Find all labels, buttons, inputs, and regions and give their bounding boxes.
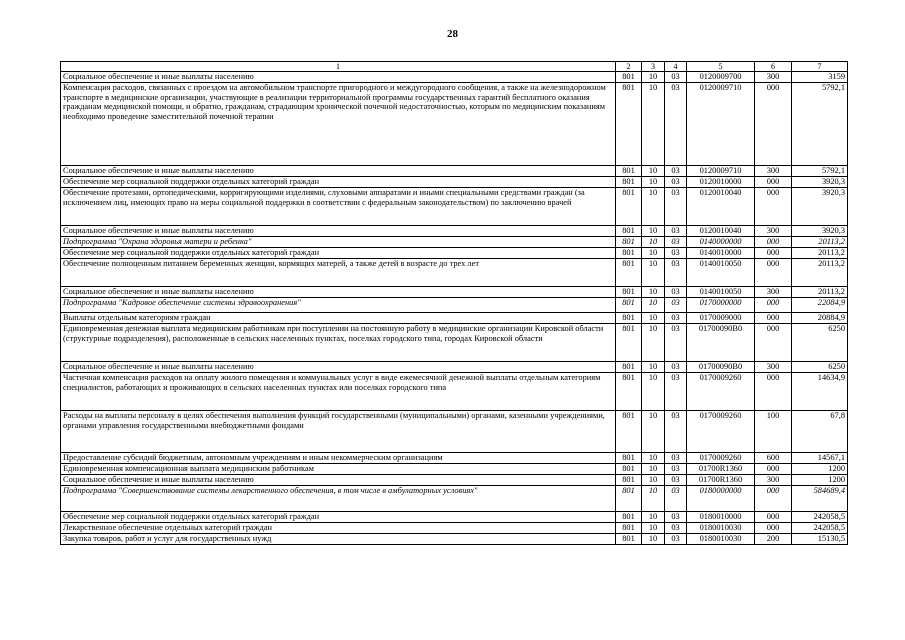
ministry-code-cell: 801 [616,298,642,313]
subsection-code-cell: 03 [665,72,687,83]
item-name-cell: Социальное обеспечение и иные выплаты населению [61,166,616,177]
target-article-cell: 0140010050 [687,287,755,298]
subsection-code-cell: 03 [665,166,687,177]
subsection-code-cell: 03 [665,226,687,237]
target-article-cell: 01700090В0 [687,324,755,362]
expense-type-cell: 000 [755,313,792,324]
target-article-cell: 0180000000 [687,486,755,512]
item-name-cell: Единовременная компенсационная выплата медицинским работникам [61,464,616,475]
budget-table [60,61,848,545]
ministry-code-cell: 801 [616,237,642,248]
table-row [61,166,848,177]
table-row [61,287,848,298]
amount-cell: 20113,2 [792,237,848,248]
column-number-cell: 4 [665,62,687,72]
expense-type-cell: 000 [755,237,792,248]
table-row [61,83,848,166]
ministry-code-cell: 801 [616,72,642,83]
target-article-cell: 0120009710 [687,83,755,166]
expense-type-cell: 300 [755,475,792,486]
table-row [61,534,848,545]
target-article-cell: 01700090В0 [687,362,755,373]
section-code-cell: 10 [642,259,665,287]
item-name-cell: Обеспечение мер социальной поддержки отдельных категорий граждан [61,248,616,259]
target-article-cell: 0170009260 [687,373,755,411]
table-row [61,226,848,237]
amount-cell: 1200 [792,464,848,475]
table-row [61,512,848,523]
subsection-code-cell: 03 [665,475,687,486]
expense-type-cell: 200 [755,534,792,545]
target-article-cell: 0140010000 [687,248,755,259]
expense-type-cell: 000 [755,259,792,287]
item-name-cell: Социальное обеспечение и иные выплаты населению [61,72,616,83]
table-row [61,313,848,324]
expense-type-cell: 000 [755,523,792,534]
section-code-cell: 10 [642,373,665,411]
section-code-cell: 10 [642,411,665,453]
subsection-code-cell: 03 [665,373,687,411]
section-code-cell: 10 [642,534,665,545]
column-number-cell: 7 [792,62,848,72]
section-code-cell: 10 [642,475,665,486]
amount-cell: 20113,2 [792,287,848,298]
subsection-code-cell: 03 [665,486,687,512]
column-number-cell: 2 [616,62,642,72]
ministry-code-cell: 801 [616,486,642,512]
subsection-code-cell: 03 [665,464,687,475]
subsection-code-cell: 03 [665,298,687,313]
table-row [61,248,848,259]
subsection-code-cell: 03 [665,324,687,362]
amount-cell: 3920,3 [792,226,848,237]
expense-type-cell: 300 [755,166,792,177]
subsection-code-cell: 03 [665,512,687,523]
subsection-code-cell: 03 [665,259,687,287]
item-name-cell: Обеспечение протезами, ортопедическими, корригирующими изделиями, слуховыми аппаратами и иными специальными средствами граждан (за исключением лиц, имеющих право на меры социальной поддержки в соответствии с федеральным законодательством) по заключению врачей [61,188,616,226]
ministry-code-cell: 801 [616,259,642,287]
section-code-cell: 10 [642,324,665,362]
table-row [61,475,848,486]
expense-type-cell: 300 [755,287,792,298]
expense-type-cell: 100 [755,411,792,453]
item-name-cell: Социальное обеспечение и иные выплаты населению [61,226,616,237]
amount-cell: 67,8 [792,411,848,453]
subsection-code-cell: 03 [665,411,687,453]
target-article-cell: 0180010030 [687,534,755,545]
target-article-cell: 0170009000 [687,313,755,324]
target-article-cell: 0120010040 [687,226,755,237]
table-row [61,362,848,373]
expense-type-cell: 300 [755,72,792,83]
expense-type-cell: 000 [755,83,792,166]
target-article-cell: 0170000000 [687,298,755,313]
section-code-cell: 10 [642,464,665,475]
ministry-code-cell: 801 [616,83,642,166]
section-code-cell: 10 [642,313,665,324]
subsection-code-cell: 03 [665,83,687,166]
ministry-code-cell: 801 [616,411,642,453]
target-article-cell: 0140000000 [687,237,755,248]
section-code-cell: 10 [642,237,665,248]
target-article-cell: 01700R1360 [687,475,755,486]
section-code-cell: 10 [642,453,665,464]
item-name-cell: Выплаты отдельным категориям граждан [61,313,616,324]
subsection-code-cell: 03 [665,313,687,324]
section-code-cell: 10 [642,287,665,298]
amount-cell: 584689,4 [792,486,848,512]
amount-cell: 14567,1 [792,453,848,464]
subsection-code-cell: 03 [665,177,687,188]
amount-cell: 6250 [792,324,848,362]
table-row [61,464,848,475]
ministry-code-cell: 801 [616,453,642,464]
section-code-cell: 10 [642,523,665,534]
ministry-code-cell: 801 [616,512,642,523]
column-number-cell: 6 [755,62,792,72]
expense-type-cell: 000 [755,464,792,475]
target-article-cell: 0170009260 [687,453,755,464]
section-code-cell: 10 [642,512,665,523]
section-code-cell: 10 [642,177,665,188]
target-article-cell: 01700R1360 [687,464,755,475]
expense-type-cell: 000 [755,188,792,226]
ministry-code-cell: 801 [616,362,642,373]
ministry-code-cell: 801 [616,534,642,545]
column-number-cell: 1 [61,62,616,72]
subsection-code-cell: 03 [665,287,687,298]
section-code-cell: 10 [642,83,665,166]
table-row [61,453,848,464]
table-row [61,411,848,453]
item-name-cell: Расходы на выплаты персоналу в целях обеспечения выполнения функций государственными (муниципальными) органами, казенными учреждениями, органами управления государственными внебюджетными фондами [61,411,616,453]
target-article-cell: 0120010000 [687,177,755,188]
section-code-cell: 10 [642,72,665,83]
section-code-cell: 10 [642,486,665,512]
amount-cell: 6250 [792,362,848,373]
amount-cell: 14634,9 [792,373,848,411]
section-code-cell: 10 [642,188,665,226]
ministry-code-cell: 801 [616,166,642,177]
subsection-code-cell: 03 [665,534,687,545]
table-row [61,324,848,362]
item-name-cell: Подпрограмма "Кадровое обеспечение системы здравоохранения" [61,298,616,313]
table-row [61,237,848,248]
amount-cell: 15130,5 [792,534,848,545]
section-code-cell: 10 [642,248,665,259]
section-code-cell: 10 [642,226,665,237]
subsection-code-cell: 03 [665,362,687,373]
item-name-cell: Социальное обеспечение и иные выплаты населению [61,475,616,486]
amount-cell: 1200 [792,475,848,486]
ministry-code-cell: 801 [616,287,642,298]
amount-cell: 22084,9 [792,298,848,313]
section-code-cell: 10 [642,362,665,373]
table-row [61,486,848,512]
ministry-code-cell: 801 [616,324,642,362]
target-article-cell: 0180010000 [687,512,755,523]
ministry-code-cell: 801 [616,523,642,534]
ministry-code-cell: 801 [616,464,642,475]
amount-cell: 242058,5 [792,512,848,523]
amount-cell: 3920,3 [792,188,848,226]
section-code-cell: 10 [642,166,665,177]
expense-type-cell: 000 [755,324,792,362]
amount-cell: 5792,1 [792,83,848,166]
ministry-code-cell: 801 [616,475,642,486]
target-article-cell: 0170009260 [687,411,755,453]
table-row [61,177,848,188]
subsection-code-cell: 03 [665,523,687,534]
item-name-cell: Закупка товаров, работ и услуг для государственных нужд [61,534,616,545]
target-article-cell: 0120009710 [687,166,755,177]
item-name-cell: Частичная компенсация расходов на оплату жилого помещения и коммунальных услуг в виде ежемесячной денежной выплаты отдельным категориям специалистов, работающих и проживающих в сельских населенных пунктах или поселках городского типа [61,373,616,411]
item-name-cell: Единовременная денежная выплата медицинским работникам при поступлении на постоянную работу в медицинские организации Кировской области (структурные подразделения), расположенные в сельских населенных пунктах, поселках городского типа, городах Кировской области [61,324,616,362]
ministry-code-cell: 801 [616,226,642,237]
item-name-cell: Подпрограмма "Охрана здоровья матери и ребенка" [61,237,616,248]
section-code-cell: 10 [642,298,665,313]
column-number-row [61,62,848,72]
table-row [61,259,848,287]
page-number: 28 [447,28,458,40]
item-name-cell: Социальное обеспечение и иные выплаты населению [61,287,616,298]
column-number-cell: 5 [687,62,755,72]
expense-type-cell: 000 [755,248,792,259]
target-article-cell: 0120009700 [687,72,755,83]
subsection-code-cell: 03 [665,453,687,464]
table-row [61,72,848,83]
item-name-cell: Предоставление субсидий бюджетным, автономным учреждениям и иным некоммерческим организациям [61,453,616,464]
subsection-code-cell: 03 [665,237,687,248]
table-row [61,188,848,226]
ministry-code-cell: 801 [616,373,642,411]
ministry-code-cell: 801 [616,248,642,259]
amount-cell: 3159 [792,72,848,83]
amount-cell: 20113,2 [792,248,848,259]
item-name-cell: Подпрограмма "Совершенствование системы лекарственного обеспечения, в том числе в амбулаторных условиях" [61,486,616,512]
ministry-code-cell: 801 [616,313,642,324]
column-number-cell: 3 [642,62,665,72]
amount-cell: 5792,1 [792,166,848,177]
ministry-code-cell: 801 [616,177,642,188]
table-row [61,298,848,313]
item-name-cell: Социальное обеспечение и иные выплаты населению [61,362,616,373]
expense-type-cell: 000 [755,512,792,523]
amount-cell: 242058,5 [792,523,848,534]
expense-type-cell: 000 [755,177,792,188]
amount-cell: 3920,3 [792,177,848,188]
expense-type-cell: 300 [755,362,792,373]
expense-type-cell: 600 [755,453,792,464]
amount-cell: 20113,2 [792,259,848,287]
item-name-cell: Компенсация расходов, связанных с проездом на автомобильном транспорте пригородного и междугородного сообщения, а также на железнодорожном транспорте в медицинские организации, участвующие в реализации территориальной программы государственных гарантий бесплатного оказания гражданам медицинской помощи, и обратно, гражданам, страдающим хронической почечной недостаточностью, которым по медицинским показаниям необходимо проведение заместительной почечной терапии [61,83,616,166]
expense-type-cell: 000 [755,486,792,512]
target-article-cell: 0140010050 [687,259,755,287]
table-row [61,373,848,411]
item-name-cell: Обеспечение мер социальной поддержки отдельных категорий граждан [61,512,616,523]
expense-type-cell: 300 [755,226,792,237]
expense-type-cell: 000 [755,373,792,411]
target-article-cell: 0120010040 [687,188,755,226]
expense-type-cell: 000 [755,298,792,313]
subsection-code-cell: 03 [665,248,687,259]
item-name-cell: Обеспечение мер социальной поддержки отдельных категорий граждан [61,177,616,188]
table-row [61,523,848,534]
item-name-cell: Лекарственное обеспечение отдельных категорий граждан [61,523,616,534]
subsection-code-cell: 03 [665,188,687,226]
target-article-cell: 0180010030 [687,523,755,534]
ministry-code-cell: 801 [616,188,642,226]
item-name-cell: Обеспечение полноценным питанием беременных женщин, кормящих матерей, а также детей в возрасте до трех лет [61,259,616,287]
amount-cell: 20884,9 [792,313,848,324]
